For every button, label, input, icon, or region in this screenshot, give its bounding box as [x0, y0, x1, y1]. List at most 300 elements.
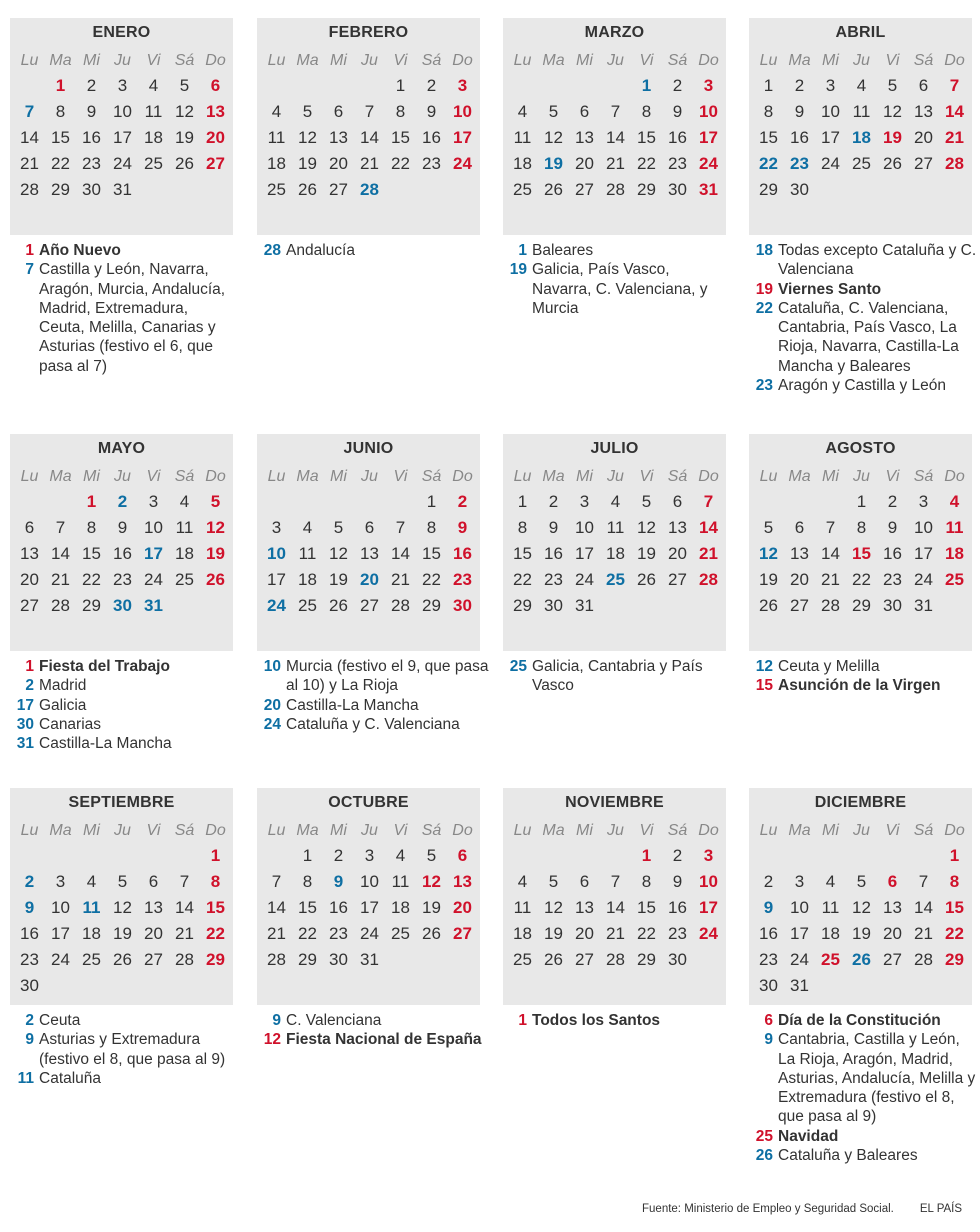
weekday-header: Lu	[267, 822, 286, 839]
holiday-note-text: Fiesta del Trabajo	[39, 658, 170, 675]
day-cell: 28	[20, 180, 39, 199]
day-cell: 16	[329, 898, 348, 917]
national-holiday-day: 20	[206, 128, 225, 147]
weekday-header: Mi	[330, 468, 347, 485]
empty-day-cell	[292, 488, 323, 514]
day-cell: 20	[790, 570, 809, 589]
national-holiday-day: 2	[457, 492, 468, 511]
national-holiday-day: 18	[945, 544, 964, 563]
day-cell: 17	[267, 570, 286, 589]
regional-holiday-day: 17	[144, 544, 163, 563]
holiday-note-day: 11	[17, 1069, 34, 1087]
day-cell: 18	[82, 924, 101, 943]
holiday-note-text: Canarias	[39, 715, 102, 733]
regional-holiday-day: 9	[763, 898, 774, 917]
empty-day-cell	[600, 72, 631, 98]
weekday-header: Ma	[296, 468, 319, 485]
day-cell: 17	[821, 128, 840, 147]
weekday-header: Vi	[393, 822, 408, 839]
month-name: ABRIL	[835, 24, 886, 41]
empty-day-cell	[169, 842, 200, 868]
regional-holiday-day: 7	[24, 102, 35, 121]
weekday-header: Do	[452, 468, 473, 485]
empty-day-cell	[538, 72, 569, 98]
day-cell: 22	[637, 154, 656, 173]
day-cell: 4	[179, 492, 190, 511]
day-cell: 10	[144, 518, 163, 537]
day-cell: 20	[883, 924, 902, 943]
holiday-notes	[10, 235, 232, 376]
weekday-header: Mi	[576, 822, 593, 839]
national-holiday-day: 28	[945, 154, 964, 173]
month-agosto	[749, 434, 972, 696]
day-cell: 4	[271, 102, 282, 121]
holiday-note-text: Galicia, Cantabria y País Vasco	[532, 658, 703, 695]
day-cell: 29	[298, 950, 317, 969]
day-cell: 31	[575, 596, 594, 615]
empty-day-cell	[753, 842, 784, 868]
day-cell: 22	[513, 570, 532, 589]
day-cell: 18	[175, 544, 194, 563]
day-cell: 13	[329, 128, 348, 147]
national-holiday-day: 30	[453, 596, 472, 615]
month-diciembre	[749, 788, 976, 1165]
holiday-note-day: 10	[263, 658, 281, 675]
day-cell: 7	[395, 518, 406, 537]
weekday-header: Ma	[49, 52, 72, 69]
day-grid	[753, 462, 970, 618]
national-holiday-day: 1	[55, 76, 66, 95]
national-holiday-day: 27	[453, 924, 472, 943]
national-holiday-day: 31	[699, 180, 718, 199]
empty-day-cell	[908, 842, 939, 868]
day-cell: 4	[856, 76, 867, 95]
day-cell: 14	[360, 128, 379, 147]
day-cell: 29	[422, 596, 441, 615]
day-cell: 16	[790, 128, 809, 147]
month-grid-panel	[10, 788, 233, 1005]
empty-day-cell	[261, 488, 292, 514]
holiday-notes	[749, 651, 980, 696]
weekday-header: Do	[944, 822, 965, 839]
weekday-header: Ma	[49, 468, 72, 485]
weekday-header: Sá	[174, 822, 195, 839]
day-grid	[753, 816, 970, 998]
day-cell: 16	[668, 898, 687, 917]
national-holiday-day: 10	[453, 102, 472, 121]
month-grid-panel	[749, 18, 972, 235]
month-name: FEBRERO	[328, 24, 409, 41]
empty-day-cell	[107, 842, 138, 868]
weekday-header: Vi	[146, 822, 161, 839]
day-cell: 31	[360, 950, 379, 969]
national-holiday-day: 24	[453, 154, 472, 173]
day-cell: 20	[20, 570, 39, 589]
day-cell: 10	[914, 518, 933, 537]
day-cell: 10	[360, 872, 379, 891]
day-cell: 23	[759, 950, 778, 969]
weekday-header: Sá	[667, 822, 688, 839]
regional-holiday-day: 19	[544, 154, 563, 173]
month-junio	[257, 434, 489, 734]
day-cell: 14	[51, 544, 70, 563]
weekday-header: Mi	[576, 468, 593, 485]
day-cell: 3	[918, 492, 929, 511]
day-cell: 15	[637, 898, 656, 917]
day-cell: 5	[179, 76, 190, 95]
day-cell: 3	[579, 492, 590, 511]
month-grid-panel	[257, 18, 480, 235]
day-cell: 16	[883, 544, 902, 563]
national-holiday-day: 16	[453, 544, 472, 563]
day-cell: 5	[548, 102, 559, 121]
holiday-notes	[257, 1005, 497, 1050]
day-cell: 27	[575, 950, 594, 969]
day-cell: 5	[763, 518, 774, 537]
day-cell: 11	[606, 518, 625, 537]
national-holiday-day: 3	[703, 846, 714, 865]
month-febrero	[257, 18, 480, 260]
day-cell: 24	[821, 154, 840, 173]
day-cell: 21	[175, 924, 194, 943]
regional-holiday-day: 2	[117, 492, 128, 511]
empty-day-cell	[354, 72, 385, 98]
weekday-header: Mi	[576, 52, 593, 69]
day-cell: 6	[579, 102, 590, 121]
day-cell: 3	[55, 872, 66, 891]
day-cell: 1	[426, 492, 437, 511]
month-name: NOVIEMBRE	[565, 794, 664, 811]
weekday-header: Lu	[759, 52, 778, 69]
regional-holiday-day: 24	[267, 596, 286, 615]
day-cell: 12	[175, 102, 194, 121]
national-holiday-day: 5	[210, 492, 221, 511]
empty-day-cell	[323, 488, 354, 514]
empty-day-cell	[507, 842, 538, 868]
day-grid	[507, 46, 724, 202]
weekday-header: Vi	[146, 468, 161, 485]
day-cell: 6	[333, 102, 344, 121]
holiday-note-day: 24	[263, 715, 281, 733]
day-cell: 28	[51, 596, 70, 615]
weekday-header: Ju	[853, 468, 870, 485]
day-cell: 8	[55, 102, 66, 121]
day-cell: 16	[113, 544, 132, 563]
month-name: JUNIO	[343, 440, 394, 457]
day-cell: 17	[914, 544, 933, 563]
day-cell: 11	[852, 102, 871, 121]
holiday-note	[749, 1030, 980, 1126]
national-holiday-day: 4	[949, 492, 960, 511]
day-cell: 11	[267, 128, 286, 147]
regional-holiday-day: 31	[144, 596, 163, 615]
national-holiday-day: 17	[453, 128, 472, 147]
day-cell: 4	[302, 518, 313, 537]
weekday-header: Ju	[607, 822, 624, 839]
day-cell: 25	[267, 180, 286, 199]
day-cell: 14	[821, 544, 840, 563]
day-cell: 17	[360, 898, 379, 917]
holiday-note	[257, 696, 497, 715]
day-cell: 2	[333, 846, 344, 865]
weekday-header: Vi	[639, 822, 654, 839]
holiday-note-text: Murcia (festivo el 9, que pasa al 10) y La Rioja	[286, 658, 489, 695]
day-cell: 15	[759, 128, 778, 147]
day-cell: 4	[148, 76, 159, 95]
empty-day-cell	[569, 842, 600, 868]
day-cell: 10	[113, 102, 132, 121]
holiday-note-text: Cataluña	[39, 1069, 102, 1087]
day-cell: 7	[918, 872, 929, 891]
day-cell: 14	[267, 898, 286, 917]
day-cell: 21	[821, 570, 840, 589]
day-grid	[14, 816, 231, 998]
day-cell: 5	[426, 846, 437, 865]
national-holiday-day: 1	[86, 492, 97, 511]
weekday-header: Sá	[421, 822, 442, 839]
holiday-note-day: 1	[518, 242, 527, 259]
source-credit: Fuente: Ministerio de Empleo y Seguridad Social.	[642, 1203, 894, 1215]
month-mayo	[10, 434, 233, 753]
day-cell: 27	[329, 180, 348, 199]
day-cell: 23	[544, 570, 563, 589]
day-cell: 1	[302, 846, 313, 865]
day-cell: 24	[575, 570, 594, 589]
national-holiday-day: 6	[457, 846, 468, 865]
national-holiday-day: 26	[206, 570, 225, 589]
month-name: ENERO	[92, 24, 151, 41]
day-cell: 20	[144, 924, 163, 943]
holiday-notes	[257, 651, 497, 734]
day-cell: 25	[852, 154, 871, 173]
day-cell: 21	[914, 924, 933, 943]
day-cell: 3	[148, 492, 159, 511]
weekday-header: Do	[452, 52, 473, 69]
day-cell: 20	[668, 544, 687, 563]
holiday-note	[257, 1011, 497, 1030]
day-cell: 8	[641, 872, 652, 891]
regional-holiday-day: 9	[333, 872, 344, 891]
empty-day-cell	[14, 488, 45, 514]
day-cell: 31	[790, 976, 809, 995]
national-holiday-day: 3	[703, 76, 714, 95]
day-cell: 19	[175, 128, 194, 147]
weekday-header: Ju	[853, 822, 870, 839]
day-cell: 5	[333, 518, 344, 537]
weekday-header: Ma	[788, 52, 811, 69]
national-holiday-day: 24	[699, 924, 718, 943]
weekday-header: Mi	[83, 52, 100, 69]
holiday-note-day: 15	[755, 677, 773, 695]
day-cell: 8	[641, 102, 652, 121]
weekday-header: Mi	[822, 468, 839, 485]
day-grid	[261, 462, 478, 618]
day-cell: 29	[759, 180, 778, 199]
day-cell: 10	[575, 518, 594, 537]
holiday-note	[503, 260, 725, 318]
day-cell: 27	[790, 596, 809, 615]
day-cell: 30	[20, 976, 39, 995]
empty-day-cell	[538, 842, 569, 868]
day-cell: 22	[298, 924, 317, 943]
national-holiday-day: 8	[210, 872, 221, 891]
weekday-header: Ju	[114, 52, 131, 69]
day-cell: 25	[513, 180, 532, 199]
day-cell: 15	[391, 128, 410, 147]
day-cell: 8	[395, 102, 406, 121]
weekday-header: Mi	[83, 468, 100, 485]
day-cell: 6	[794, 518, 805, 537]
day-cell: 27	[914, 154, 933, 173]
day-cell: 12	[329, 544, 348, 563]
weekday-header: Sá	[421, 468, 442, 485]
weekday-header: Ma	[788, 822, 811, 839]
holiday-note-day: 19	[509, 261, 527, 279]
national-holiday-day: 12	[422, 872, 441, 891]
day-cell: 7	[825, 518, 836, 537]
day-cell: 30	[668, 950, 687, 969]
holiday-notes	[749, 235, 980, 395]
day-cell: 28	[606, 950, 625, 969]
day-cell: 8	[86, 518, 97, 537]
weekday-header: Do	[944, 468, 965, 485]
empty-day-cell	[846, 842, 877, 868]
day-cell: 1	[395, 76, 406, 95]
day-cell: 8	[517, 518, 528, 537]
empty-day-cell	[292, 72, 323, 98]
day-cell: 9	[794, 102, 805, 121]
weekday-header: Vi	[639, 52, 654, 69]
holiday-note	[749, 280, 980, 299]
national-holiday-day: 12	[206, 518, 225, 537]
day-cell: 30	[790, 180, 809, 199]
day-cell: 3	[117, 76, 128, 95]
holiday-note-text: Cataluña y C. Valenciana	[286, 715, 460, 733]
holiday-note	[749, 299, 980, 376]
month-julio	[503, 434, 726, 696]
month-name: JULIO	[590, 440, 639, 457]
holiday-note-text: Día de la Constitución	[778, 1012, 941, 1029]
holiday-note	[10, 1069, 232, 1088]
day-cell: 28	[175, 950, 194, 969]
holiday-note-text: Cataluña, C. Valenciana, Cantabria, País Vasco, La Rioja, Navarra, Castilla-La Mancha y Baleares	[778, 299, 959, 375]
weekday-header: Ma	[788, 468, 811, 485]
month-grid-panel	[10, 18, 233, 235]
day-cell: 3	[794, 872, 805, 891]
weekday-header: Mi	[822, 52, 839, 69]
weekday-header: Ma	[296, 822, 319, 839]
national-holiday-day: 19	[883, 128, 902, 147]
day-cell: 5	[641, 492, 652, 511]
day-cell: 24	[914, 570, 933, 589]
weekday-header: Mi	[83, 822, 100, 839]
weekday-header: Do	[205, 52, 226, 69]
weekday-header: Vi	[393, 52, 408, 69]
national-holiday-day: 13	[453, 872, 472, 891]
day-cell: 7	[610, 102, 621, 121]
day-cell: 30	[82, 180, 101, 199]
day-cell: 13	[360, 544, 379, 563]
day-cell: 26	[175, 154, 194, 173]
day-cell: 22	[82, 570, 101, 589]
day-cell: 21	[606, 154, 625, 173]
footer	[642, 1203, 962, 1215]
day-cell: 27	[20, 596, 39, 615]
national-holiday-day: 23	[453, 570, 472, 589]
holiday-note	[10, 260, 232, 376]
day-cell: 19	[759, 570, 778, 589]
day-cell: 19	[852, 924, 871, 943]
day-cell: 22	[391, 154, 410, 173]
day-cell: 13	[914, 102, 933, 121]
day-grid	[261, 816, 478, 972]
weekday-header: Ju	[607, 468, 624, 485]
holiday-note	[257, 1030, 497, 1049]
day-cell: 3	[825, 76, 836, 95]
day-cell: 4	[395, 846, 406, 865]
national-holiday-day: 15	[852, 544, 871, 563]
national-holiday-day: 15	[945, 898, 964, 917]
day-cell: 5	[117, 872, 128, 891]
day-cell: 28	[391, 596, 410, 615]
national-holiday-day: 7	[949, 76, 960, 95]
regional-holiday-day: 25	[606, 570, 625, 589]
day-cell: 26	[113, 950, 132, 969]
day-cell: 30	[759, 976, 778, 995]
day-cell: 27	[575, 180, 594, 199]
day-cell: 15	[637, 128, 656, 147]
day-cell: 23	[20, 950, 39, 969]
day-cell: 28	[914, 950, 933, 969]
holiday-note-text: Ceuta y Melilla	[778, 658, 880, 675]
day-cell: 29	[513, 596, 532, 615]
day-cell: 19	[329, 570, 348, 589]
holiday-note-day: 30	[16, 715, 34, 733]
holiday-note-text: Cantabria, Castilla y León, La Rioja, Aragón, Madrid, Asturias, Andalucía, Melilla y Extremadura (festivo el 8, que pasa al 9)	[778, 1031, 976, 1126]
holiday-note-day: 17	[16, 696, 34, 714]
day-cell: 18	[267, 154, 286, 173]
day-cell: 25	[175, 570, 194, 589]
regional-holiday-day: 18	[852, 128, 871, 147]
holiday-note-text: Asturias y Extremadura (festivo el 8, que pasa al 9)	[39, 1031, 226, 1068]
day-cell: 2	[887, 492, 898, 511]
regional-holiday-day: 9	[24, 898, 35, 917]
day-cell: 5	[302, 102, 313, 121]
day-cell: 4	[825, 872, 836, 891]
empty-day-cell	[261, 842, 292, 868]
day-cell: 11	[513, 898, 532, 917]
day-cell: 14	[175, 898, 194, 917]
weekday-header: Ju	[114, 468, 131, 485]
month-name: SEPTIEMBRE	[68, 794, 175, 811]
day-cell: 7	[179, 872, 190, 891]
day-cell: 11	[821, 898, 840, 917]
empty-day-cell	[784, 842, 815, 868]
holiday-note-day: 25	[509, 658, 527, 675]
national-holiday-day: 10	[699, 872, 718, 891]
day-cell: 28	[821, 596, 840, 615]
empty-day-cell	[45, 842, 76, 868]
day-grid	[14, 462, 231, 618]
day-cell: 7	[271, 872, 282, 891]
day-cell: 11	[175, 518, 194, 537]
holiday-note-text: C. Valenciana	[286, 1012, 382, 1029]
day-cell: 19	[422, 898, 441, 917]
day-cell: 22	[51, 154, 70, 173]
day-cell: 13	[668, 518, 687, 537]
national-holiday-day: 1	[210, 846, 221, 865]
day-cell: 25	[391, 924, 410, 943]
